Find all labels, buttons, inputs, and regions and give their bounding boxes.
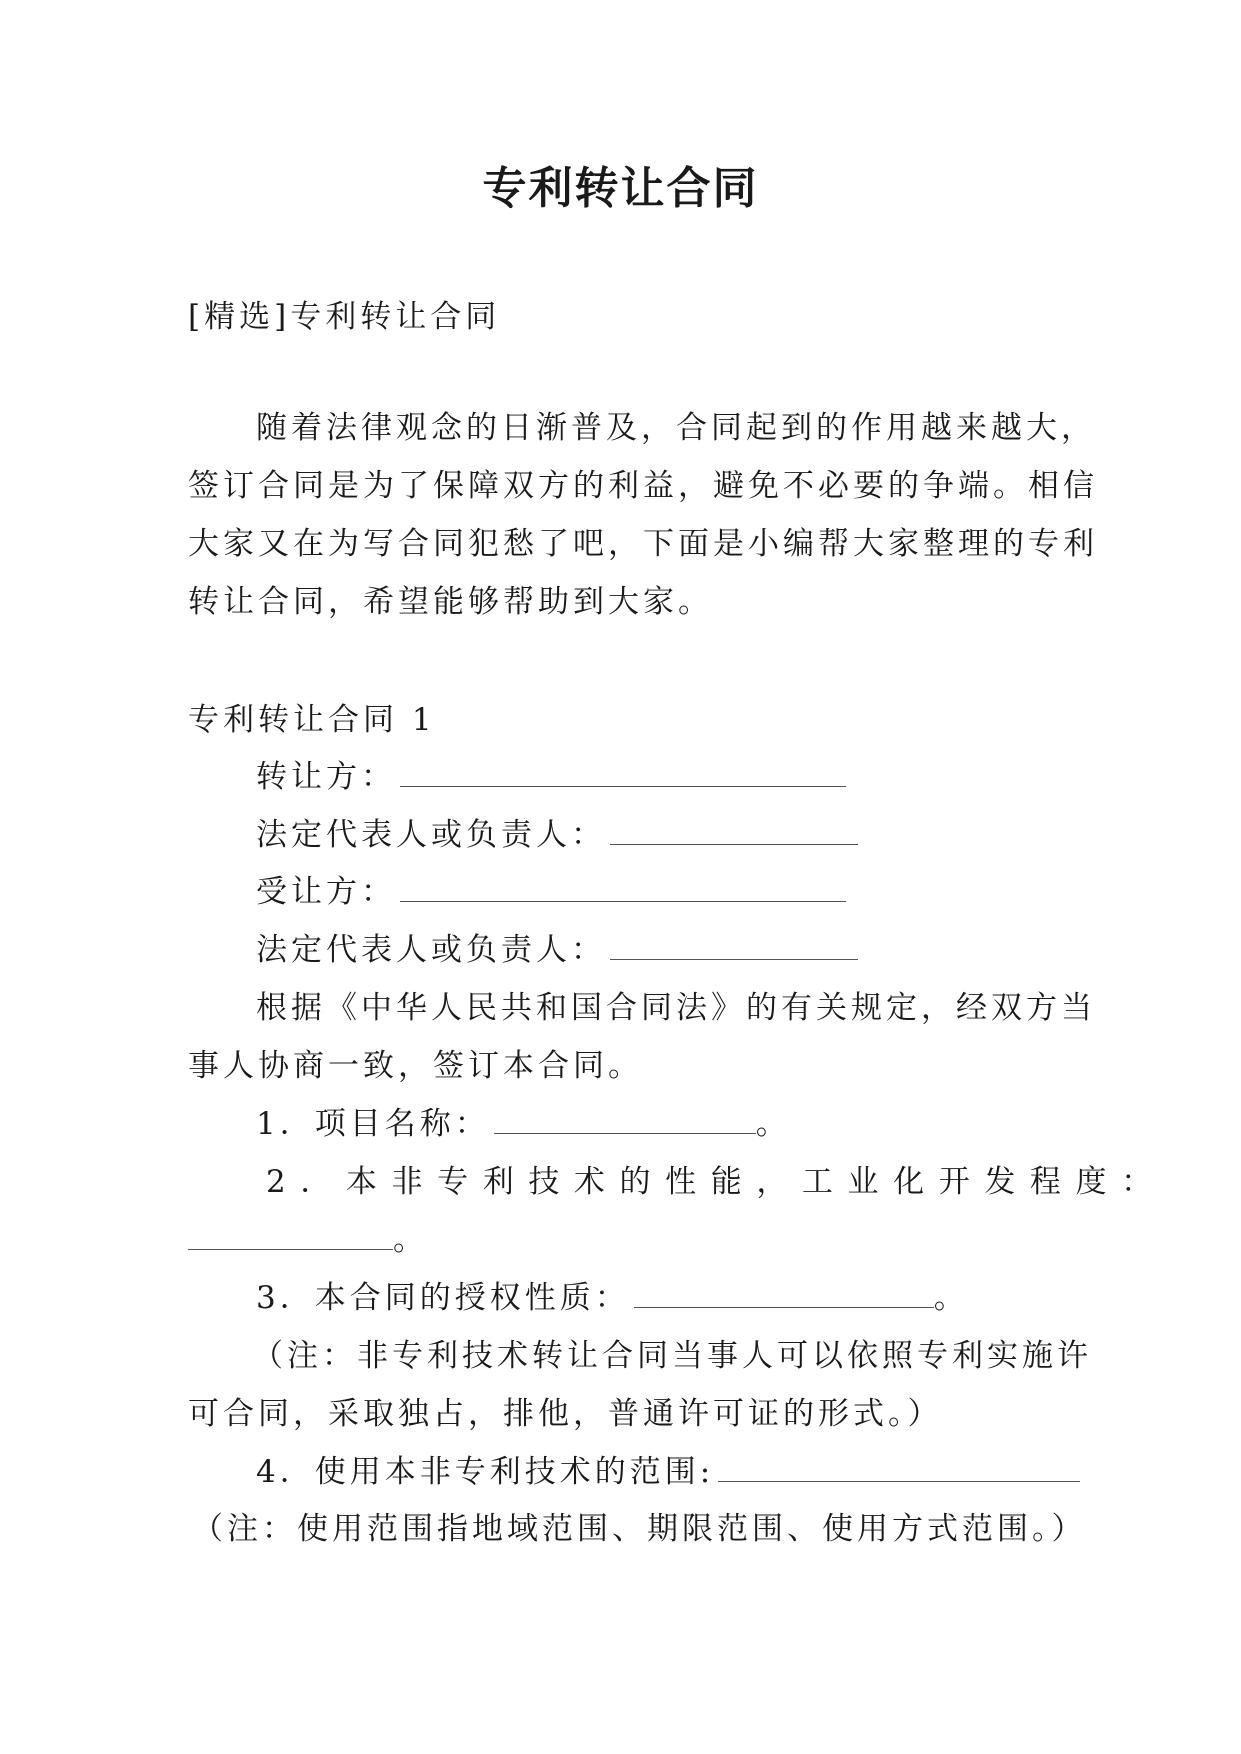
transferor-rep-blank[interactable] [610, 818, 858, 845]
document-subtitle: [精选]专利转让合同 [188, 299, 501, 335]
transferee-blank[interactable] [400, 875, 846, 902]
section-heading: 专利转让合同 1 [188, 702, 436, 738]
transferor-label: 转让方： [256, 759, 396, 795]
clause-1-end: 。 [755, 1106, 791, 1142]
clause-1 [256, 1104, 791, 1144]
note-2: （注：使用范围指地域范围、期限范围、使用方式范围。） [192, 1511, 1087, 1547]
intro-line-2: 签订合同是为了保障双方的利益，避免不必要的争端。相信 [188, 468, 1098, 504]
clause-2-continuation [188, 1220, 428, 1260]
intro-line-4: 转让合同，希望能够帮助到大家。 [188, 584, 713, 620]
transferor-field [256, 757, 846, 797]
authorization-nature-blank[interactable] [634, 1281, 934, 1308]
transferee-rep-blank[interactable] [610, 933, 858, 960]
clause-3-label: 3．本合同的授权性质： [256, 1280, 630, 1316]
intro-line-3: 大家又在为写合同犯愁了吧，下面是小编帮大家整理的专利 [188, 526, 1098, 562]
note-1-line-1: （注：非专利技术转让合同当事人可以依照专利实施许 [252, 1338, 1092, 1374]
clause-3 [256, 1278, 969, 1318]
development-degree-blank[interactable] [188, 1223, 393, 1250]
clause-4-label: 4．使用本非专利技术的范围: [256, 1454, 715, 1490]
transferee-field [256, 872, 846, 912]
transferee-label: 受让方： [256, 874, 396, 910]
clause-4 [256, 1452, 1080, 1492]
intro-line-1: 随着法律观念的日渐普及，合同起到的作用越来越大， [256, 410, 1096, 446]
document-title: 专利转让合同 [482, 163, 759, 214]
transferor-rep-field [256, 815, 858, 855]
project-name-blank[interactable] [494, 1107, 756, 1134]
basis-line-2: 事人协商一致，签订本合同。 [188, 1048, 643, 1084]
basis-line-1: 根据《中华人民共和国合同法》的有关规定，经双方当 [256, 990, 1096, 1026]
clause-2-end: 。 [393, 1222, 428, 1258]
clause-3-end: 。 [933, 1280, 969, 1316]
note-1-line-2: 可合同，采取独占，排他，普通许可证的形式。） [188, 1396, 943, 1432]
transferee-rep-label: 法定代表人或负责人： [256, 932, 606, 968]
transferor-rep-label: 法定代表人或负责人： [256, 817, 606, 853]
clause-2: 2．本非专利技术的性能，工业化开发程度： [266, 1164, 1167, 1200]
clause-1-label: 1．项目名称： [256, 1106, 490, 1142]
transferor-blank[interactable] [400, 760, 846, 787]
transferee-rep-field [256, 930, 858, 970]
usage-scope-blank[interactable] [718, 1455, 1080, 1482]
